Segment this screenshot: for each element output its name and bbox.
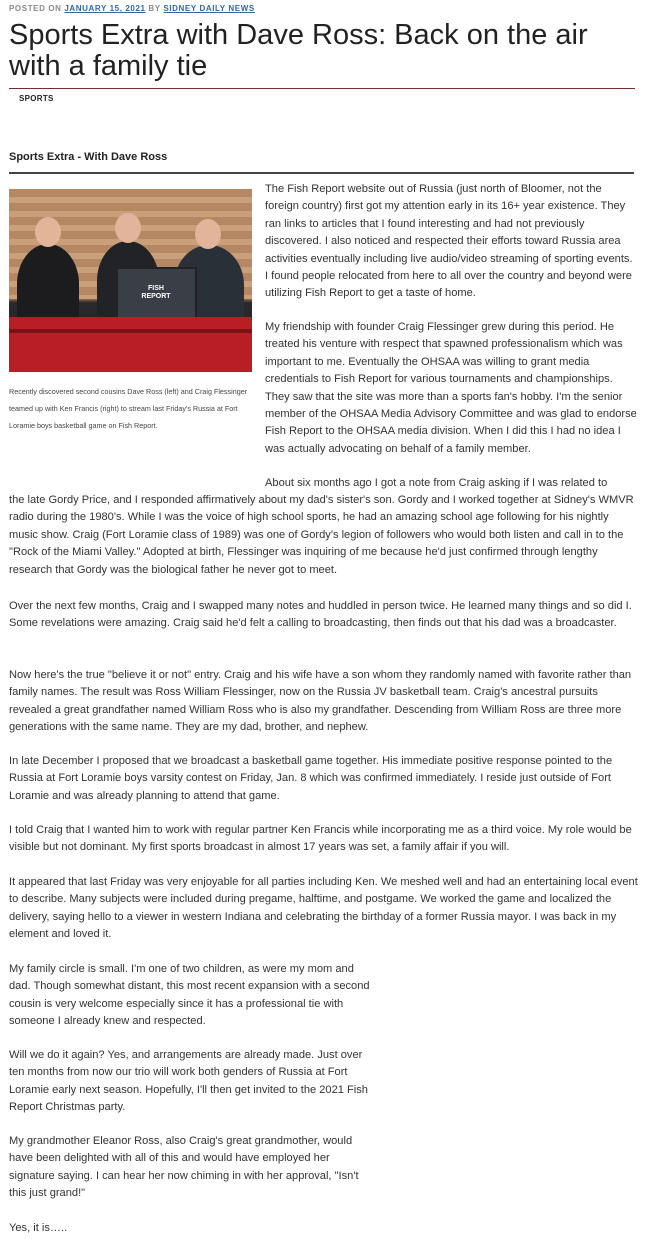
laptop-logo-text: FISH REPORT <box>141 285 171 300</box>
post-date-link[interactable]: JANUARY 15, 2021 <box>64 4 146 13</box>
person-middle-head <box>115 213 141 243</box>
paragraph-3-cont: the late Gordy Price, and I responded affirmatively about my dad's sister's son. Gordy and I worked together at Sidney's WMVR radio during the 1980's. While I was the voice of high school sports, he had an amazing school age following for his nightly music show. Craig (Fort Loramie class of 1989) was one of Gordy's legion of followers who would both listen and call in to the "Rock of the Miami Valley." Adopted at birth, Flessinger was inquiring of me because he'd just confirmed through lengthy research that Gordy was the biological father he never got to meet. <box>9 494 634 576</box>
section-divider <box>9 172 634 174</box>
headline-divider <box>9 88 635 89</box>
section-title: Sports Extra - With Dave Ross <box>9 151 168 163</box>
table-edge <box>9 329 252 333</box>
photo-caption: Recently discovered second cousins Dave Ross (left) and Craig Flessinger teamed up with Ken Francis (right) to stream last Friday's Russia at Fort Loramie boys basketball game on Fish Report. <box>9 387 248 430</box>
paragraph-9: My family circle is small. I'm one of two children, as were my mom and dad. Though somewhat distant, this most recent expansion with a second cousin is very welcome especially since it has a professional tie with someone I already knew and respected. <box>9 963 370 1028</box>
person-left-head <box>35 217 61 247</box>
paragraph-3-start: About six months ago I got a note from Craig asking if I was related to <box>265 477 608 489</box>
paragraph-4: Over the next few months, Craig and I swapped many notes and huddled in person twice. He learned many things and so did I. Some revelations were amazing. Craig said he'd felt a calling to broadcasting, then finds out that his dad was a broadcaster. <box>9 600 632 630</box>
article-headline: Sports Extra with Dave Ross: Back on the air with a family tie <box>9 19 588 82</box>
paragraph-11: My grandmother Eleanor Ross, also Craig's great grandmother, would have been delighted with all of this and would have employed her signature saying. I can hear her now chiming in with her approval, "Isn't this just grand!" <box>9 1135 359 1200</box>
paragraph-2: My friendship with founder Craig Flessinger grew during this period. He treated his venture with respect that spawned professionalism which was important to me. Eventually the OHSAA was willing to grant media credentials to Fish Report for various tournaments and championships. They saw that the site was more than a sports fan's hobby. I'm the senior member of the OHSAA Media Advisory Committee and was glad to endorse Fish Report to the OHSAA media division. When I did this I had no idea I was actually advocating on behalf of a family member. <box>265 321 637 455</box>
paragraph-1: The Fish Report website out of Russia (just north of Bloomer, not the foreign country) first got my attention early in its 16+ year existence. They ran links to articles that I found interesting and had not previously discovered. I also noticed and respected their efforts toward Russia area activities eventually including live audio/video streaming of sporting events. I found people relocated from here to all over the country and beyond were utilizing Fish Report to get a taste of home. <box>265 183 633 300</box>
article-photo <box>9 189 252 372</box>
paragraph-5: Now here's the true "believe it or not" entry. Craig and his wife have a son whom they randomly named with favorite rather than family names. The result was Ross William Flessinger, now on the Russia JV basketball team. Craig's ancestral pursuits revealed a great grandfather named William Ross who is also my grandfather. Descending from William Ross are three more generations with the same name. They are my dad, brother, and nephew. <box>9 669 632 734</box>
broadcast-table <box>9 317 252 372</box>
person-left <box>17 244 79 324</box>
author-link[interactable]: SIDNEY DAILY NEWS <box>163 4 255 13</box>
paragraph-10: Will we do it again? Yes, and arrangements are already made. Just over ten months from now our trio will work both genders of Russia at Fort Loramie early next season. Hopefully, I'll then get invited to the 2021 Fish Report Christmas party. <box>9 1049 368 1114</box>
paragraph-7: I told Craig that I wanted him to work with regular partner Ken Francis while incorporating me as a third voice. My role would be visible but not dominant. My first sports broadcast in almost 17 years was set, a family affair if you will. <box>9 824 632 854</box>
category-link[interactable]: SPORTS <box>19 94 54 103</box>
paragraph-12: Yes, it is….. <box>9 1222 68 1234</box>
person-right-head <box>195 219 221 249</box>
paragraph-8: It appeared that last Friday was very enjoyable for all parties including Ken. We meshed well and had an entertaining local event to describe. Many subjects were included during pregame, halftime, and postgame. We worked the game and localized the delivery, saying hello to a viewer in western Indiana and celebrating the birthday of a former Russia mayor. I was back in my element and loved it. <box>9 876 638 941</box>
paragraph-6: In late December I proposed that we broadcast a basketball game together. His immediate positive response pointed to the Russia at Fort Loramie boys varsity contest on Friday, Jan. 8 which was confirmed immediately. I reside just outside of Fort Loramie and was already planning to attend that game. <box>9 755 613 802</box>
post-meta <box>9 4 255 13</box>
posted-on-label: POSTED ON <box>9 4 62 13</box>
by-label: BY <box>148 4 161 13</box>
